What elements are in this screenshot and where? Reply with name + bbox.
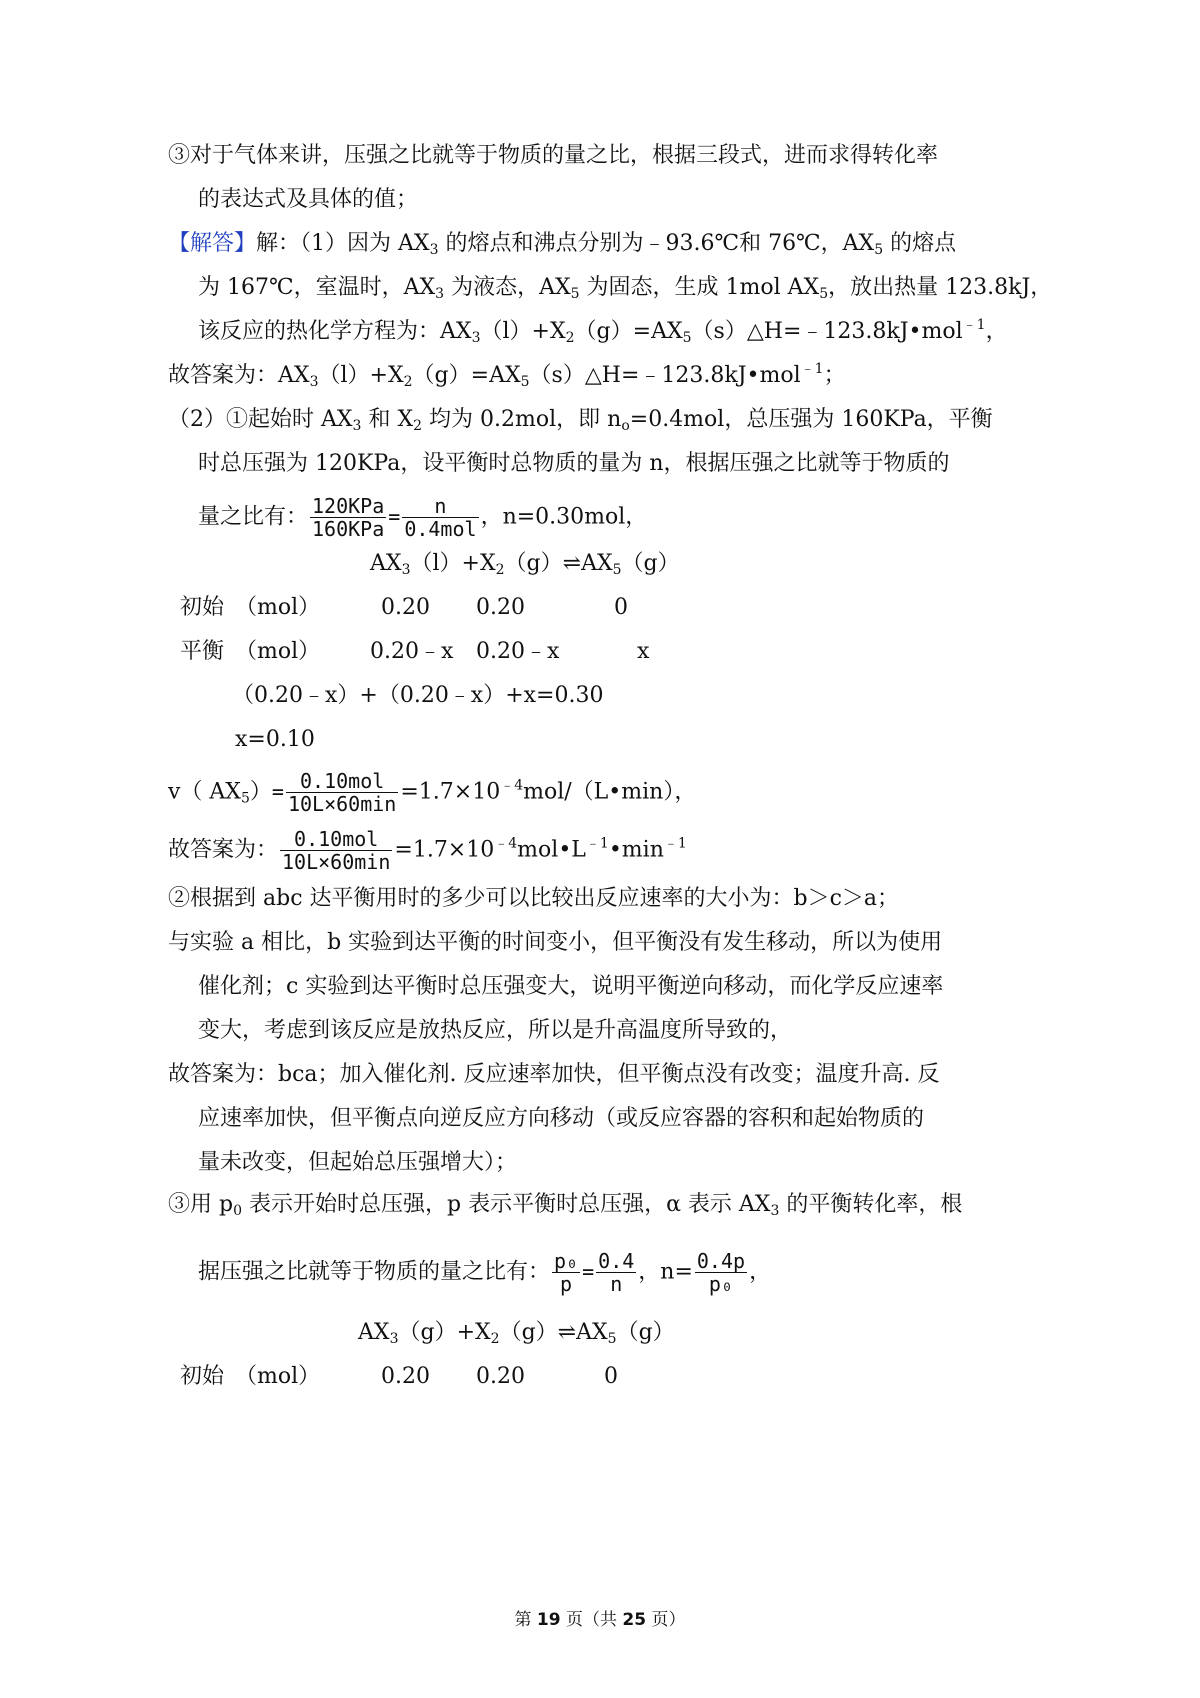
explain-line-3: 变大，考虑到该反应是放热反应，所以是升高温度所导致的，	[198, 1018, 793, 1043]
fraction: $\frac{\text{0.10mol}}{10L\times 60\min}$	[282, 827, 391, 874]
x-value: x=0.10	[235, 727, 315, 752]
page-footer: 第 19 页（共 25 页）	[514, 1610, 686, 1630]
current-page-number: 19	[536, 1610, 561, 1630]
answer-tag: 【解答】	[168, 231, 257, 256]
total-pages: 25	[622, 1610, 647, 1630]
answer-2-line-3: 量未改变，但起始总压强增大）；	[198, 1150, 518, 1175]
part-2-3-line: ③用 $p_0$ 表示开始时总压强，p 表示平衡时总压强，α 表示 $AX_3$ 的平衡转化率，根	[168, 1192, 963, 1219]
part-2-line-1: （2）①起始时 $AX_3$ 和 $X_2$ 均为 0.2mol，即 $n_o=0.4mol$，总压强为 160KPa，平衡	[168, 407, 993, 434]
pressure-ratio-line: 量之比有： $\frac{\text{120KPa}}{\text{160KPa}}$ = $\frac{n}{\text{0.4mol}}$ ，n=0.30mol，	[198, 494, 648, 541]
rate-answer-line: 故答案为： $\frac{\text{0.10mol}}{10L\times 60\min}$ $=1.7\times 10^{﹣4}mol•L^{﹣1}•\min^{﹣1}$	[168, 827, 687, 874]
answer-line-1: 【解答】解：（1）因为 $AX_3$ 的熔点和沸点分别为﹣93.6℃和 76℃，$AX_5$ 的熔点	[168, 231, 957, 258]
part-2-line-2: 时总压强为 120KPa，设平衡时总物质的量为 n，根据压强之比就等于物质的	[198, 451, 950, 476]
fraction: $\frac{\text{0.10mol}}{10L\times 60\min}$	[287, 769, 397, 816]
fraction: $\frac{0.4p}{\text{p₀}}$	[696, 1249, 746, 1296]
line-2: 的表达式及具体的值；	[198, 187, 419, 212]
explain-line-2: 催化剂；c 实验到达平衡时总压强变大，说明平衡逆向移动，而化学反应速率	[198, 974, 944, 999]
rate-line: v（ $AX_5)=$ $\frac{\text{0.10mol}}{10L\times 60\min}$ $=1.7\times 10^{﹣4}mol/(L•\min)$，	[168, 769, 697, 816]
part-2-2-line: ②根据到 abc 达平衡用时的多少可以比较出反应速率的大小为：b＞c＞a；	[168, 886, 900, 911]
answer-2-line-1: 故答案为：bca；加入催化剂. 反应速率加快，但平衡点没有改变；温度升高. 反	[168, 1062, 940, 1087]
fraction: $\frac{\text{120KPa}}{\text{160KPa}}$	[312, 494, 385, 541]
answer-2-line-2: 应速率加快，但平衡点向逆反应方向移动（或反应容器的容积和起始物质的	[198, 1106, 925, 1131]
answer-line-2: 为 167℃，室温时，$AX_3$ 为液态，$AX_5$ 为固态，生成 1mol $AX_5$，放出热量 123.8kJ，	[198, 275, 1053, 302]
thermo-equation-line: 该反应的热化学方程为：$AX_3(l)+X_2(g)=AX_5(s)\triangle H=﹣123.8kJ•mol^{﹣1}$，	[198, 317, 1008, 346]
reaction-equation-1: $AX_3(l)+X_2(g)\rightleftharpoons AX_5(g)$	[370, 551, 680, 578]
fraction: $\frac{\text{p₀}}{p}$	[554, 1249, 579, 1296]
line-1: ③对于气体来讲，压强之比就等于物质的量之比，根据三段式，进而求得转化率	[168, 143, 939, 168]
explain-line-1: 与实验 a 相比，b 实验到达平衡的时间变小，但平衡没有发生移动，所以为使用	[168, 930, 943, 955]
sum-equation: （0.20﹣x）+（0.20﹣x）+x=0.30	[232, 683, 604, 708]
pressure-ratio-line-2: 据压强之比就等于物质的量之比有： $\frac{\text{p₀}}{p}$ = $\frac{0.4}{n}$ ，n= $\frac{0.4p}{\text{p₀}}$ ，	[198, 1249, 772, 1296]
answer-1-line: 故答案为：$AX_3(l)+X_2(g)=AX_5(s)\triangle H=﹣123.8kJ•mol^{﹣1}$；	[168, 361, 846, 390]
reaction-equation-2: $AX_3(g)+X_2(g)\rightleftharpoons AX_5(g)$	[358, 1320, 675, 1347]
fraction: $\frac{n}{\text{0.4mol}}$	[404, 494, 477, 541]
fraction: $\frac{0.4}{n}$	[598, 1249, 635, 1296]
